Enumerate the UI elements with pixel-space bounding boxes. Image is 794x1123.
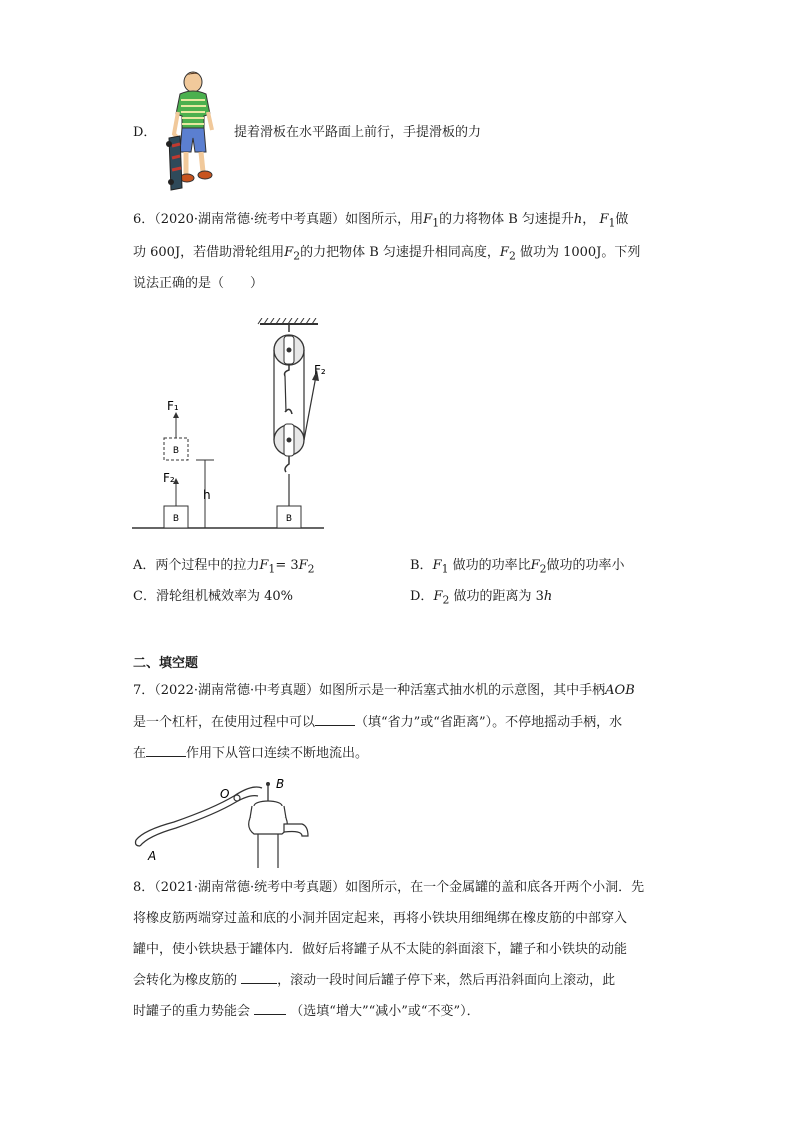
pivot-o-label: O [220,787,230,801]
q8-line-3: 罐中，使小铁块悬于罐体内．做好后将罐子从不太陡的斜面滚下，罐子和小铁块的动能 [133,942,628,957]
q6-option-a: A．两个过程中的拉力$F_1= 3F_2$ [133,558,315,576]
block-b-dashed-label: B [172,446,180,456]
q7-blank-1[interactable] [315,725,355,726]
q6-option-d: D．$F_2$ 做功的距离为 3h [410,589,553,607]
block-b-right-label: B [285,514,293,524]
q6-line-3: 说法正确的是（ ） [133,276,264,291]
q8-blank-2[interactable] [254,1014,286,1015]
q7-source: （2022·湖南常德·中考真题） [154,683,320,698]
q6-option-c: C．滑轮组机械效率为 40% [133,589,293,604]
section-title-fill-in: 二、填空题 [133,656,199,671]
q8-blank-1[interactable] [241,983,277,984]
option-d-row [133,123,156,143]
option-d-letter: D． [133,125,157,140]
h-dimension-label: h [203,488,211,502]
q6-line-1: 6．（2020·湖南常德·统考中考真题）如图所示，用$F_1$的力将物体 B 匀速提升h， $F_1$做 [133,212,629,230]
boy-with-skateboard-illustration [160,68,222,194]
q7-line-3: 在 作用下从管口连续不断地流出。 [133,746,369,761]
q8-line-2: 将橡皮筋两端穿过盖和底的小洞并固定起来，再将小铁块用细绳绑在橡皮筋的中部穿入 [133,911,628,926]
left-f2-label: F₂ [163,471,175,485]
right-f2-label: F₂ [314,363,326,377]
point-a-label: A [148,849,157,863]
q8-source: （2021·湖南常德·统考中考真题） [154,880,346,895]
q6-source: （2020·湖南常德·统考中考真题） [154,212,346,227]
q7-blank-2[interactable] [146,756,186,757]
q7-line-1: 7．（2022·湖南常德·中考真题）如图所示是一种活塞式抽水机的示意图，其中手柄AOB [133,683,635,698]
piston-pump-diagram [134,774,324,868]
q8-line-1: 8．（2021·湖南常德·统考中考真题）如图所示，在一个金属罐的盖和底各开两个小洞．先 [133,880,645,895]
q6-line-2: 功 600J，若借助滑轮组用$F_2$的力把物体 B 匀速提升相同高度，$F_2$ 做功为 1000J。下列 [133,245,641,263]
pulley-diagram [132,318,328,534]
point-b-label: B [276,777,285,791]
q7-line-2: 是一个杠杆，在使用过程中可以 （填“省力”或“省距离”）。不停地摇动手柄，水 [133,715,623,730]
q8-line-4: 会转化为橡皮筋的 ，滚动一段时间后罐子停下来，然后再沿斜面向上滚动，此 [133,973,616,988]
q8-line-5: 时罐子的重力势能会 （选填“增大”“减小”或“不变”）． [133,1004,480,1019]
left-f1-label: F₁ [167,399,179,413]
option-d-text: 提着滑板在水平路面上前行，手提滑板的力 [234,125,482,140]
q6-option-b: B．$F_1$ 做功的功率比$F_2$做功的功率小 [410,558,625,576]
block-b-lower-label: B [172,514,180,524]
